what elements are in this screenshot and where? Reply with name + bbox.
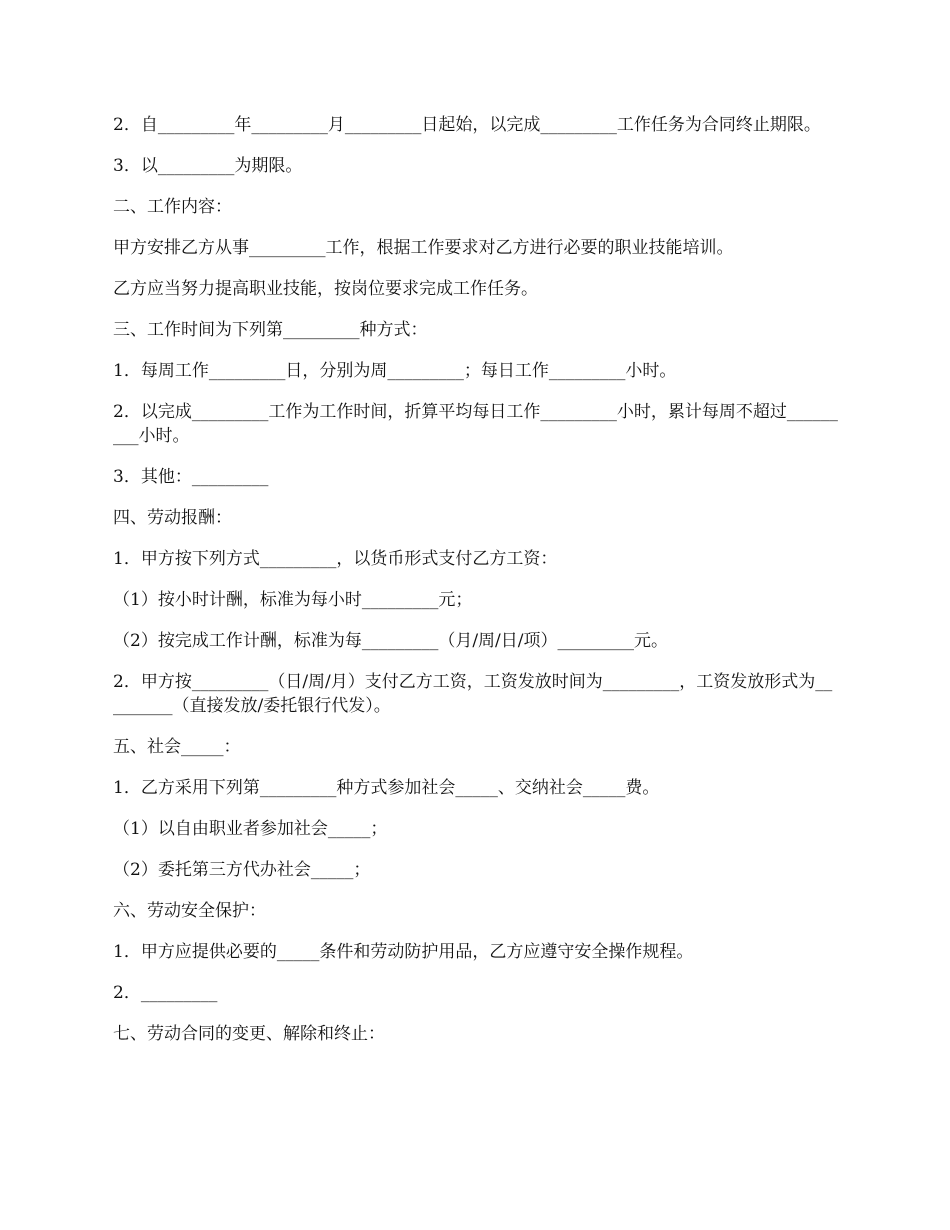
remuneration-clause-2: 2．甲方按_________（日/周/月）支付乙方工资，工资发放时间为_________，工资发放形式为_________（直接发放/委托银行代发）。 — [113, 672, 833, 716]
social-clause-1: 1．乙方采用下列第_________种方式参加社会_____、交纳社会_____费。 — [113, 778, 660, 798]
work-content-paragraph: 乙方应当努力提高职业技能，按岗位要求完成工作任务。 — [113, 279, 538, 299]
social-sub-clause-1: （1）以自由职业者参加社会_____； — [113, 819, 388, 839]
section-heading-work-content: 二、工作内容： — [113, 197, 232, 217]
document-page — [113, 113, 838, 1063]
safety-clause-1: 1．甲方应提供必要的_____条件和劳动防护用品，乙方应遵守安全操作规程。 — [113, 942, 694, 962]
work-content-paragraph: 甲方安排乙方从事_________工作，根据工作要求对乙方进行必要的职业技能培训。 — [113, 238, 734, 258]
section-heading-work-time: 三、工作时间为下列第_________种方式： — [113, 320, 428, 340]
section-heading-social: 五、社会_____： — [113, 737, 241, 757]
term-clause-3: 3．以_________为期限。 — [113, 156, 303, 176]
social-sub-clause-2: （2）委托第三方代办社会_____； — [113, 860, 371, 880]
safety-clause-2: 2．_________ — [113, 983, 218, 1003]
work-time-clause-1: 1．每周工作_________日，分别为周_________；每日工作_________小时。 — [113, 361, 677, 381]
section-heading-safety: 六、劳动安全保护： — [113, 901, 266, 921]
remuneration-sub-clause-2: （2）按完成工作计酬，标准为每_________（月/周/日/项）_________元。 — [113, 631, 668, 651]
remuneration-sub-clause-1: （1）按小时计酬，标准为每小时_________元； — [113, 590, 473, 610]
section-heading-remuneration: 四、劳动报酬： — [113, 508, 232, 528]
work-time-clause-3: 3．其他：_________ — [113, 467, 269, 487]
section-heading-contract-changes: 七、劳动合同的变更、解除和终止： — [113, 1024, 385, 1044]
work-time-clause-2: 2．以完成_________工作为工作时间，折算平均每日工作_________小时，累计每周不超过_________小时。 — [113, 402, 838, 446]
remuneration-clause-1: 1．甲方按下列方式_________，以货币形式支付乙方工资： — [113, 549, 558, 569]
term-clause-2: 2．自_________年_________月_________日起始，以完成_________工作任务为合同终止期限。 — [113, 115, 821, 135]
